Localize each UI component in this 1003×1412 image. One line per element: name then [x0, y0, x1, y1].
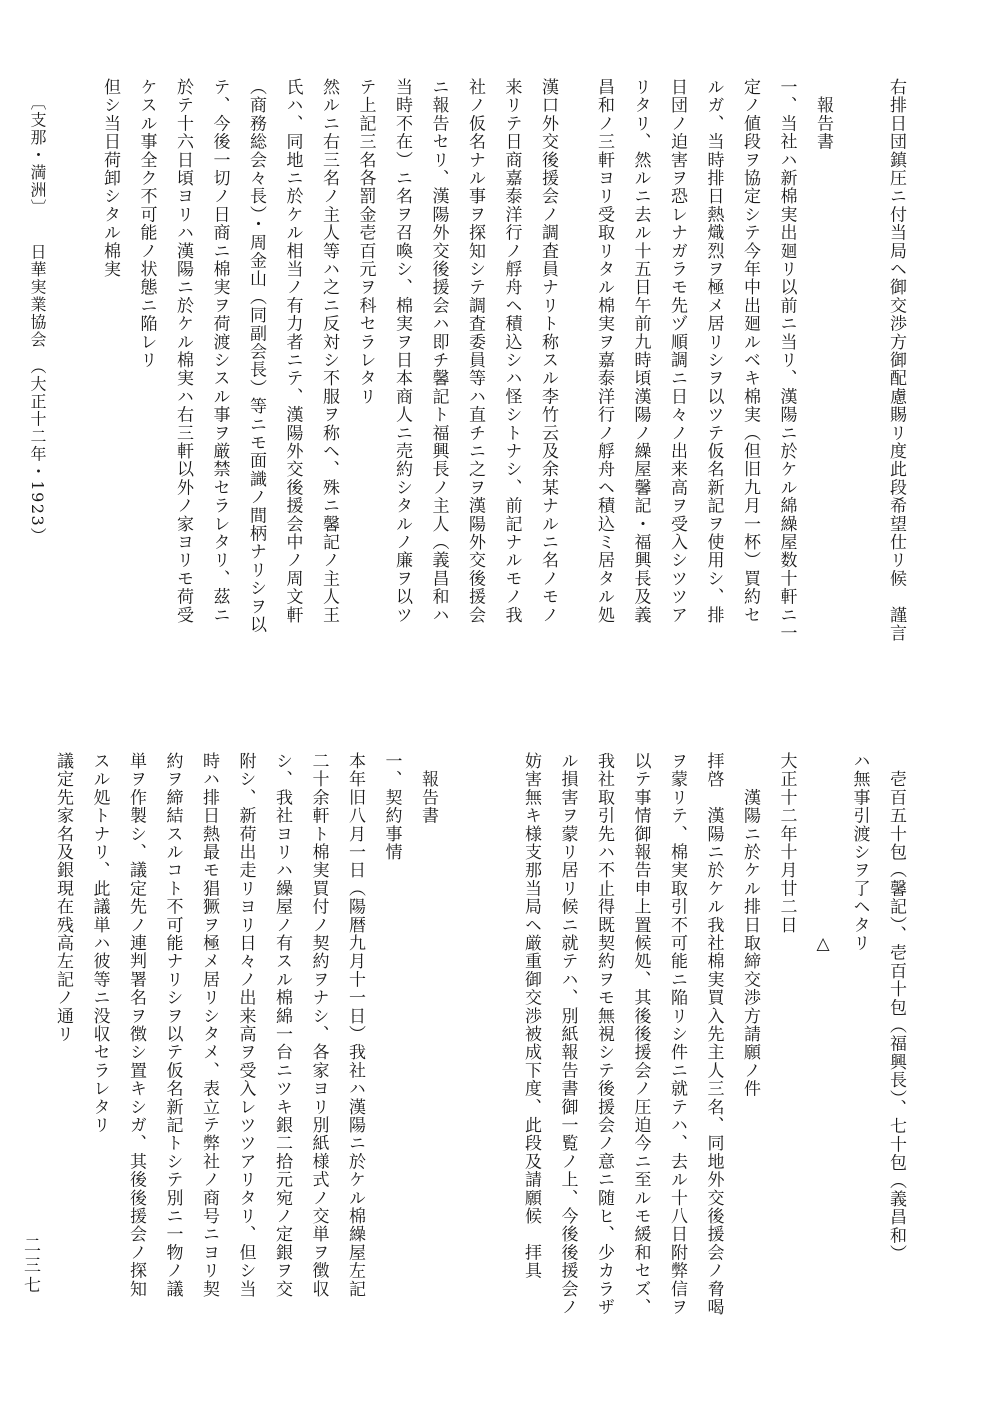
text-line: 日団ノ迫害ヲ恐レナガラモ先ヅ順調ニ日々ノ出来高ヲ受入シツツア — [667, 78, 687, 624]
text-line: （商務総会々長）・周金山（同副会長）等ニモ面識ノ間柄ナリシヲ以 — [246, 78, 266, 634]
text-line: 以テ事情御報告申上置候処、其後後援会ノ圧迫今ニ至ルモ緩和セズ、 — [630, 752, 651, 1317]
text-line: シ、我社ヨリハ繰屋ノ有スル棉綿一台ニツキ銀二拾元宛ノ定銀ヲ交 — [272, 752, 292, 1298]
text-line: 時ハ排日熱最モ猖獗ヲ極メ居リシタメ、表立テ弊社ノ商号ニヨリ契 — [199, 752, 219, 1298]
text-line: ケスル事全ク不可能ノ状態ニ陥レリ — [136, 78, 157, 370]
text-line — [841, 78, 878, 646]
text-line: 漢口外交後援会ノ調査員ナリト称スル李竹云及余某ナルニ名ノモノ — [538, 78, 558, 624]
text-line: 報告書 — [813, 78, 833, 151]
text-line: 一、契約事情 — [381, 752, 402, 862]
text-line: ル損害ヲ蒙リ居リ候ニ就テハ、別紙報告書御一覧ノ上、今後後援会ノ — [557, 752, 578, 1317]
text-line: スル処トナリ、此議単ハ彼等ニ没収セラレタリ — [89, 752, 110, 1135]
text-line: 一、当社ハ新棉実出廻リ以前ニ当リ、漢陽ニ於ケル綿繰屋数十軒ニ一 — [776, 78, 797, 643]
text-line: ヲ蒙リテ、棉実取引不可能ニ陥リシ件ニ就テハ、去ル十八日附弊信ヲ — [667, 752, 687, 1317]
text-line: 定ノ値段ヲ協定シテ今年中出廻ルベキ棉実（但旧九月一杯）買約セ — [740, 78, 760, 624]
text-line: 然ルニ右三名ノ主人等ハ之ニ反対シ不服ヲ称ヘ、殊ニ馨記ノ主人王 — [319, 78, 339, 624]
text-line: 壱百五十包（馨記）、壱百十包（福興長）、七十包（義昌和） — [886, 752, 906, 1263]
text-line: 氏ハ、同地ニ於ケル相当ノ有力者ニテ、漢陽外交後援会中ノ周文軒 — [282, 78, 303, 624]
text-line: 約ヲ締結スルコト不可能ナリシヲ以テ仮名新記トシテ別ニ一物ノ議 — [162, 752, 183, 1298]
source-footer: 〔支那・満洲〕 日華実業協会 （大正十二年・1923） — [28, 94, 47, 545]
text-line: 来リテ日商嘉泰洋行ノ艀舟ヘ積込シハ怪シトナシ、前記ナルモノ我 — [501, 78, 522, 624]
text-line: テ、今後一切ノ日商ニ棉実ヲ荷渡シスル事ヲ厳禁セラレタリ、茲ニ — [209, 78, 230, 624]
text-line: ルガ、当時排日熱熾烈ヲ極メ居リシヲ以ツテ仮名新記ヲ使用シ、排 — [703, 78, 724, 624]
text-line: 二十余軒ト棉実買付ノ契約ヲナシ、各家ヨリ別紙様式ノ交単ヲ徴収 — [308, 752, 329, 1298]
text-line: 拝啓 漢陽ニ於ケル我社棉実買入先主人三名、同地外交後援会ノ脅喝 — [703, 752, 724, 1317]
text-line: 我社取引先ハ不止得既契約ヲモ無視シテ後援会ノ意ニ随ヒ、少カラザ — [594, 752, 614, 1317]
text-line: ハ無事引渡シヲ了ヘタリ — [849, 752, 870, 953]
text-line: 社ノ仮名ナル事ヲ探知シテ調査委員等ハ直チニ之ヲ漢陽外交後援会 — [465, 78, 485, 624]
text-block-bottom-left — [53, 752, 446, 1324]
page-number: 二三七 — [20, 1236, 40, 1296]
text-line: △ — [813, 752, 833, 956]
text-line: 右排日団鎮圧ニ付当局ヘ御交渉方御配慮賜リ度此段希望仕リ候 謹言 — [886, 78, 906, 643]
text-line: テ上記三名各罰金壱百元ヲ科セラレタリ — [355, 78, 376, 406]
text-line: 於テ十六日頃ヨリハ漢陽ニ於ケル棉実ハ右三軒以外ノ家ヨリモ荷受 — [173, 78, 193, 624]
text-line: 但シ当日荷卸シタル棉実 — [100, 78, 120, 279]
text-block-top-left — [86, 78, 566, 646]
text-line: ニ報告セリ、漢陽外交後援会ハ即チ馨記ト福興長ノ主人（義昌和ハ — [428, 78, 449, 624]
text-line: 本年旧八月一日（陽暦九月十一日）我社ハ漢陽ニ於ケル棉繰屋左記 — [345, 752, 365, 1298]
text-line: 妨害無キ様支那当局ヘ厳重御交渉被成下度、此段及請願候 拝具 — [521, 752, 541, 1280]
text-line: 議定先家名及銀現在残高左記ノ通リ — [53, 752, 73, 1044]
text-line: 漢陽ニ於ケル排日取締交渉方請願ノ件 — [740, 752, 760, 1098]
text-line: 附シ、新荷出走リヨリ日々ノ出来高ヲ受入レツツアリタリ、但シ当 — [235, 752, 256, 1298]
text-line: 単ヲ作製シ、議定先ノ連判署名ヲ徴シ置キシガ、其後後援会ノ探知 — [126, 752, 146, 1298]
text-line: 昌和ノ三軒ヨリ受取リタル棉実ヲ嘉泰洋行ノ艀舟ヘ積込ミ居タル処 — [594, 78, 614, 624]
text-block-top-right — [558, 78, 914, 646]
text-block-bottom-right — [498, 752, 914, 1324]
text-line: 報告書 — [418, 752, 438, 825]
text-line: 当時不在）ニ名ヲ召喚シ、棉実ヲ日本商人ニ売約シタルノ廉ヲ以ツ — [392, 78, 412, 624]
text-line: 大正十二年十月廿二日 — [776, 752, 797, 934]
text-line: リタリ、然ルニ去ル十五日午前九時頃漢陽ノ繰屋馨記・福興長及義 — [630, 78, 651, 624]
